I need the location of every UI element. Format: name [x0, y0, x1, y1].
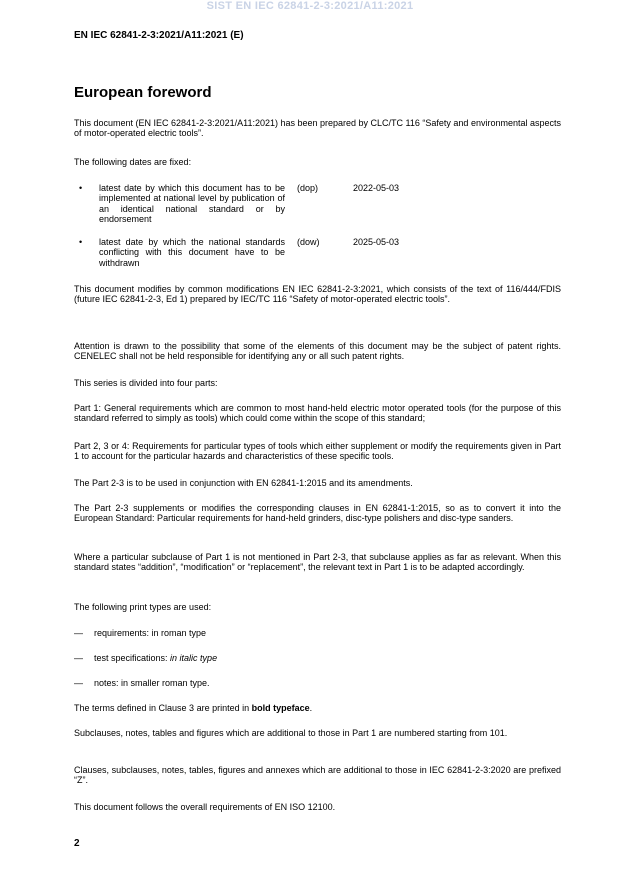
numbering-paragraph: Subclauses, notes, tables and figures which are additional to those in Part 1 are numbered starting from 101. — [74, 728, 508, 738]
terms-suffix: . — [309, 703, 313, 713]
conjunction-paragraph: The Part 2-3 is to be used in conjunction with EN 62841-1:2015 and its amendments. — [74, 478, 413, 488]
bullet-icon: • — [79, 237, 83, 247]
dash-icon: — — [74, 628, 83, 638]
series-intro: This series is divided into four parts: — [74, 378, 218, 388]
supplement-paragraph: The Part 2-3 supplements or modifies the corresponding clauses in EN 62841-1:2015, so as to convert it into the European Standard: Particular requirements for hand-held grinders, disc-type polishers and disc-type sanders. — [74, 503, 561, 524]
modification-paragraph: This document modifies by common modifications EN IEC 62841-2-3:2021, which consists of the text of 116/444/FDIS (future IEC 62841-2-3, Ed 1) prepared by IEC/TC 116 “Safety of motor-operated electric tools”. — [74, 284, 561, 305]
print-type-value: in italic type — [170, 653, 218, 663]
date-description: latest date by which the national standards conflicting with this document have to be withdrawn — [99, 237, 285, 268]
print-type-label: test specifications: — [94, 653, 171, 663]
bullet-icon: • — [79, 183, 83, 193]
date-value: 2022-05-03 — [353, 183, 400, 193]
print-type-item — [74, 653, 217, 663]
terms-bold: bold typeface — [251, 703, 310, 713]
print-type-label: requirements: in roman type — [94, 628, 207, 638]
part2-paragraph: Part 2, 3 or 4: Requirements for particular types of tools which either supplement or modify the requirements given in Part 1 to account for the particular hazards and characteristics of these specific tools. — [74, 441, 561, 462]
part1-paragraph: Part 1: General requirements which are common to most hand-held electric motor operated tools (for the purpose of this standard referred to simply as tools) which could come within the scope of this standard; — [74, 403, 561, 424]
dash-icon: — — [74, 653, 83, 663]
date-abbreviation: (dop) — [297, 183, 319, 193]
page-title: European foreword — [74, 84, 212, 101]
terms-paragraph — [74, 703, 561, 713]
subclause-paragraph: Where a particular subclause of Part 1 is not mentioned in Part 2-3, that subclause applies as far as relevant. When this standard states “addition”, “modification” or “replacement”, the relevant text in Part 1 is to be adapted accordingly. — [74, 552, 561, 573]
print-type-item — [74, 678, 210, 688]
foreword-paragraph: This document (EN IEC 62841-2-3:2021/A11:2021) has been prepared by CLC/TC 116 “Safety and environmental aspects of motor-operated electric tools”. — [74, 118, 561, 139]
dash-icon: — — [74, 678, 83, 688]
patent-paragraph: Attention is drawn to the possibility that some of the elements of this document may be the subject of patent rights. CENELEC shall not be held responsible for identifying any or all such patent rights. — [74, 341, 561, 362]
terms-prefix: The terms defined in Clause 3 are printed in — [74, 703, 252, 713]
dates-intro: The following dates are fixed: — [74, 157, 192, 167]
date-value: 2025-05-03 — [353, 237, 400, 247]
date-abbreviation: (dow) — [297, 237, 320, 247]
watermark: SIST EN IEC 62841-2-3:2021/A11:2021 — [206, 0, 414, 12]
document-id: EN IEC 62841-2-3:2021/A11:2021 (E) — [74, 30, 244, 41]
print-type-item — [74, 628, 206, 638]
page-number: 2 — [74, 838, 80, 849]
iso-paragraph: This document follows the overall requirements of EN ISO 12100. — [74, 802, 336, 812]
date-description: latest date by which this document has to be implemented at national level by publication of an identical national standard or by endorsement — [99, 183, 285, 224]
print-types-intro: The following print types are used: — [74, 602, 212, 612]
print-type-label: notes: in smaller roman type. — [94, 678, 210, 688]
prefix-paragraph: Clauses, subclauses, notes, tables, figures and annexes which are additional to those in IEC 62841-2-3:2020 are prefixed “Z”. — [74, 765, 561, 786]
